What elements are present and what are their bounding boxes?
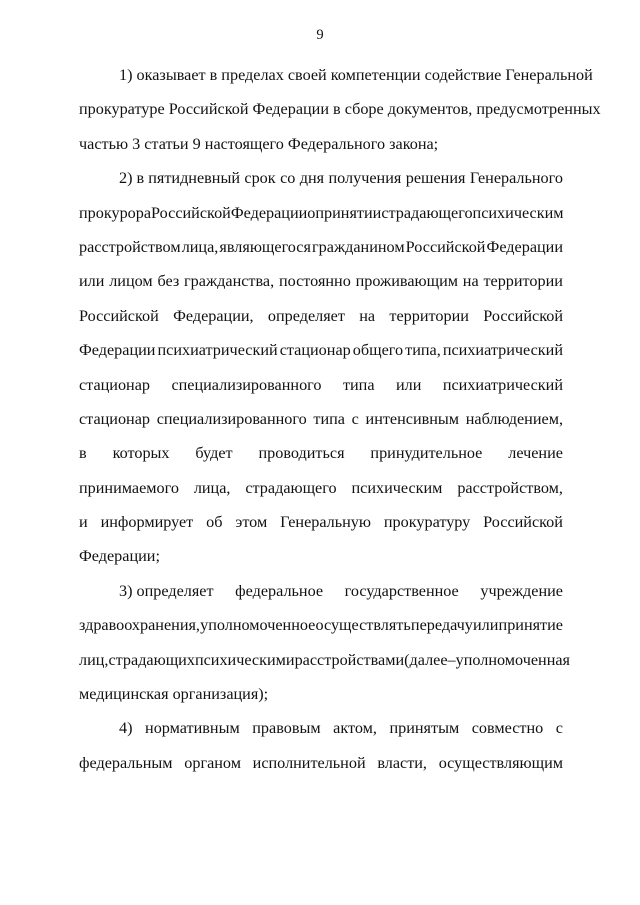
text-word: органом bbox=[184, 753, 241, 772]
text-word: актом, bbox=[333, 719, 377, 738]
document-body bbox=[79, 58, 601, 780]
text-word: Генерального bbox=[469, 169, 563, 188]
text-word: (далее bbox=[404, 650, 448, 669]
text-word: или bbox=[472, 616, 499, 635]
text-word: с bbox=[351, 409, 359, 428]
text-word: стационар bbox=[79, 409, 151, 428]
text-line bbox=[79, 677, 563, 711]
text-word: этом bbox=[235, 513, 268, 532]
text-line bbox=[79, 92, 601, 126]
text-word: интенсивным bbox=[365, 409, 460, 428]
text-line bbox=[79, 161, 563, 195]
text-word: принятии bbox=[315, 203, 382, 222]
text-word: Российской bbox=[483, 513, 563, 532]
text-word: территории bbox=[483, 272, 563, 291]
text-word: в bbox=[79, 444, 87, 463]
text-word: являющегося bbox=[219, 237, 311, 256]
text-word: – bbox=[447, 650, 456, 669]
text-word: нормативным bbox=[145, 719, 240, 738]
text-word: стационар bbox=[79, 375, 151, 394]
text-word: уполномоченное bbox=[200, 616, 316, 635]
text-line bbox=[79, 574, 563, 608]
text-word: стационар bbox=[279, 341, 351, 360]
text-word: проживающим bbox=[355, 272, 458, 291]
text-word: дня bbox=[299, 169, 325, 188]
text-word: или bbox=[395, 375, 422, 394]
text-word: типа, bbox=[405, 341, 441, 360]
text-word: принудительное bbox=[370, 444, 483, 463]
text-word: совместно bbox=[471, 719, 544, 738]
text-word: уполномоченная bbox=[455, 650, 570, 669]
text-word: или bbox=[79, 272, 105, 291]
text-line bbox=[79, 127, 563, 161]
text-word: частью 3 статьи 9 настоящего Федерального закона; bbox=[79, 134, 439, 153]
text-word: лечение bbox=[508, 444, 563, 463]
text-word: Генеральную bbox=[280, 513, 371, 532]
text-word: осуществлять bbox=[315, 616, 411, 635]
text-word: на bbox=[359, 306, 376, 325]
text-word: Российской bbox=[483, 306, 563, 325]
text-word: лицом bbox=[109, 272, 153, 291]
text-word: психиатрический bbox=[442, 375, 563, 394]
text-word: страдающего bbox=[381, 203, 473, 222]
text-word: решения bbox=[405, 169, 466, 188]
text-word: исполнительной bbox=[252, 753, 366, 772]
text-word: лица, bbox=[193, 478, 231, 497]
text-line bbox=[79, 436, 563, 470]
text-word: общего bbox=[352, 341, 404, 360]
text-word: гражданства, bbox=[184, 272, 275, 291]
text-word: и bbox=[79, 513, 88, 532]
text-word: гражданином bbox=[312, 237, 405, 256]
text-word: лиц, bbox=[79, 650, 109, 669]
text-word: психическим bbox=[472, 203, 564, 222]
text-word: 2) в пятидневный bbox=[119, 169, 240, 188]
text-line bbox=[79, 505, 563, 539]
text-line bbox=[79, 333, 563, 367]
text-word: федеральным bbox=[79, 753, 173, 772]
text-word: передачу bbox=[410, 616, 473, 635]
text-word: 1) оказывает в пределах своей компетенции содействие Генеральной bbox=[119, 66, 593, 84]
text-word: специализированного bbox=[171, 375, 322, 394]
text-line bbox=[79, 196, 563, 230]
text-line bbox=[79, 608, 563, 642]
text-word: принятие bbox=[498, 616, 563, 635]
text-word: с bbox=[555, 719, 563, 738]
text-word: прокуратуру bbox=[383, 513, 471, 532]
text-word: которых bbox=[112, 444, 170, 463]
text-word: определяет bbox=[267, 306, 345, 325]
text-word: федеральное bbox=[235, 581, 324, 600]
text-word: прокуратуре Российской Федерации в сборе документов, предусмотренных bbox=[79, 100, 601, 119]
text-word: правовым bbox=[252, 719, 321, 738]
text-word: специализированного bbox=[156, 409, 307, 428]
text-word: здравоохранения, bbox=[79, 616, 200, 635]
text-word: медицинская организация); bbox=[79, 685, 269, 704]
text-word: срок bbox=[244, 169, 276, 188]
text-word: Российской bbox=[79, 306, 159, 325]
text-word: Российской bbox=[405, 237, 486, 256]
text-word: будет bbox=[195, 444, 233, 463]
text-word: расстройством bbox=[79, 237, 181, 256]
page-number: 9 bbox=[316, 27, 324, 43]
text-word: принятым bbox=[389, 719, 460, 738]
text-word: лица, bbox=[181, 237, 219, 256]
text-line bbox=[79, 746, 563, 780]
text-line bbox=[79, 402, 563, 436]
text-word: власти, bbox=[377, 753, 427, 772]
text-word: проводиться bbox=[258, 444, 345, 463]
text-word: Федерации bbox=[486, 237, 563, 256]
text-line bbox=[79, 643, 570, 677]
text-word: учреждение bbox=[480, 581, 563, 600]
text-word: Федерации bbox=[230, 203, 308, 222]
text-line bbox=[79, 368, 563, 402]
text-word: об bbox=[206, 513, 223, 532]
text-word: без bbox=[157, 272, 180, 291]
text-word: расстройствами bbox=[294, 650, 405, 669]
text-word: Федерации, bbox=[173, 306, 254, 325]
text-word: Федерации bbox=[79, 341, 156, 360]
text-line bbox=[79, 58, 593, 92]
text-word: 3) определяет bbox=[119, 581, 214, 600]
text-word: типа bbox=[313, 409, 345, 428]
text-word: на bbox=[462, 272, 479, 291]
text-word: прокурора bbox=[79, 203, 152, 222]
text-word: постоянно bbox=[278, 272, 351, 291]
text-word: психическими bbox=[194, 650, 295, 669]
text-word: страдающего bbox=[245, 478, 337, 497]
text-line bbox=[79, 711, 563, 745]
text-line bbox=[79, 230, 563, 264]
text-word: 4) bbox=[119, 719, 133, 738]
text-word: информирует bbox=[100, 513, 194, 532]
text-word: Российской bbox=[151, 203, 231, 222]
text-line bbox=[79, 539, 563, 573]
text-word: осуществляющим bbox=[438, 753, 563, 772]
text-word: получения bbox=[328, 169, 402, 188]
text-word: Федерации; bbox=[79, 547, 160, 566]
text-word: психическим bbox=[351, 478, 443, 497]
text-line bbox=[79, 264, 563, 298]
text-word: наблюдением, bbox=[465, 409, 563, 428]
text-line bbox=[79, 299, 563, 333]
text-word: принимаемого bbox=[79, 478, 179, 497]
text-word: психиатрический bbox=[157, 341, 278, 360]
text-word: психиатрический bbox=[442, 341, 563, 360]
text-word: о bbox=[307, 203, 316, 222]
text-word: со bbox=[280, 169, 296, 188]
text-word: государственное bbox=[344, 581, 459, 600]
text-word: страдающих bbox=[108, 650, 195, 669]
text-word: расстройством, bbox=[457, 478, 563, 497]
text-word: типа bbox=[342, 375, 375, 394]
text-line bbox=[79, 471, 563, 505]
text-word: территории bbox=[389, 306, 469, 325]
